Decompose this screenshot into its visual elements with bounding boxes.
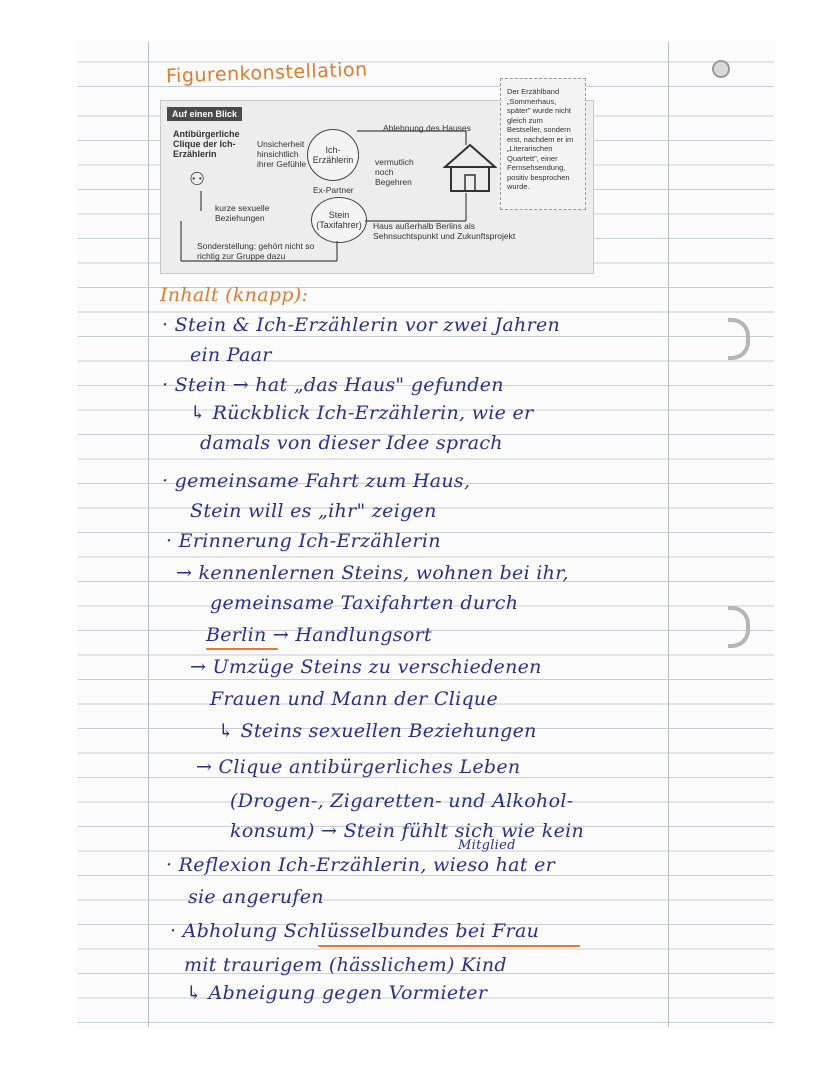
note-line: · Stein & Ich-Erzählerin vor zwei Jahren: [162, 314, 561, 336]
note-line: ↳ Rückblick Ich-Erzählerin, wie er: [190, 402, 534, 424]
note-line: → Clique antibürgerliches Leben: [196, 756, 521, 778]
note-line: → Umzüge Steins zu verschiedenen: [190, 656, 542, 678]
vermutlich-label: vermutlich noch Begehren: [375, 157, 414, 187]
unsicherheit-label: Unsicherheit hinsichtlich ihrer Gefühle: [257, 139, 307, 169]
note-line: damals von dieser Idee sprach: [200, 432, 503, 454]
note-line: Berlin → Handlungsort: [206, 624, 432, 646]
note-line: gemeinsame Taxifahrten durch: [210, 592, 519, 614]
ablehnung-label: Ablehnung des Hauses: [383, 123, 471, 133]
note-line: · Stein → hat „das Haus" gefunden: [162, 374, 504, 396]
note-line: · Reflexion Ich-Erzählerin, wieso hat er: [166, 854, 555, 876]
note-line: ↳ Abneigung gegen Vormieter: [186, 982, 488, 1004]
ex-partner-label: Ex-Partner: [313, 185, 354, 195]
note-line: Frauen und Mann der Clique: [210, 688, 498, 710]
note-line: sie angerufen: [188, 886, 324, 908]
note-line: → kennenlernen Steins, wohnen bei ihr,: [176, 562, 569, 584]
sonderstellung-label: Sonderstellung: gehört nicht so richtig zur Gruppe dazu: [197, 241, 315, 261]
note-line: · Erinnerung Ich-Erzählerin: [166, 530, 441, 552]
note-line: (Drogen-, Zigaretten- und Alkohol-: [230, 790, 574, 812]
note-line: · Abholung Schlüsselbundes bei Frau: [170, 920, 540, 942]
note-line-small: Mitglied: [458, 838, 516, 853]
note-line: ein Paar: [190, 344, 272, 366]
ich-erzaehlerin-node: Ich-Erzählerin: [307, 129, 359, 181]
person-icon: ⚇: [189, 169, 206, 189]
berlin-underline: [206, 648, 278, 650]
note-line: Stein will es „ihr" zeigen: [190, 500, 437, 522]
note-line: mit traurigem (hässlichem) Kind: [184, 954, 507, 976]
note-line: konsum) → Stein fühlt sich wie kein: [230, 820, 585, 842]
haus-label: Haus außerhalb Berlins als Sehnsuchtspunkt und Zukunftsprojekt: [373, 221, 516, 241]
margin-line-left: [148, 42, 149, 1027]
note-line: · gemeinsame Fahrt zum Haus,: [162, 470, 471, 492]
schluesselbund-underline: [318, 945, 580, 947]
info-note: Der Erzählband „Sommerhaus, später" wurde nicht gleich zum Bestseller, sondern erst, nachdem er im „Literarischen Quartett", einer Fernsehsendung, positiv besprochen wurde.: [500, 78, 586, 210]
kurze-beziehungen-label: kurze sexuelle Beziehungen: [215, 203, 270, 223]
page-heading: Figurenkonstellation: [165, 58, 369, 88]
note-line: ↳ Steins sexuellen Beziehungen: [218, 720, 537, 742]
margin-line-right: [668, 42, 669, 1027]
content-heading: Inhalt (knapp):: [160, 284, 309, 306]
clique-label: Antibürgerliche Clique der Ich-Erzählerin: [173, 129, 240, 159]
diagram-badge: Auf einen Blick: [167, 107, 242, 121]
punch-hole: [712, 60, 730, 78]
stein-node: Stein (Taxifahrer): [311, 197, 367, 243]
